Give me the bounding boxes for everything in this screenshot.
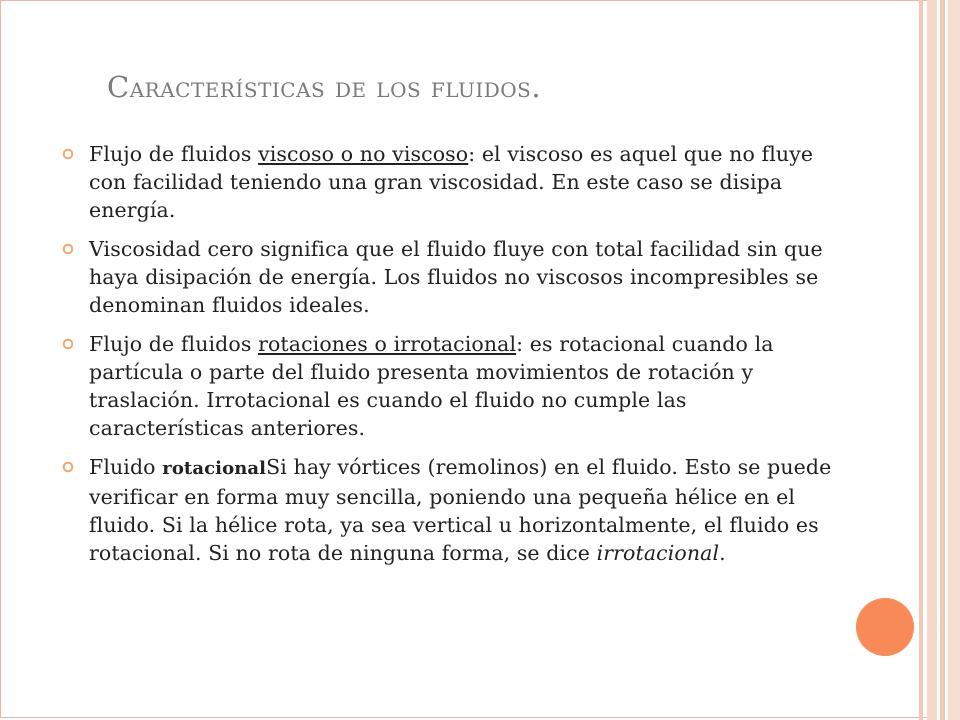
list-item <box>62 330 842 442</box>
decorative-stripe <box>940 0 945 720</box>
decorative-stripe <box>927 0 937 720</box>
underlined-term: viscoso o no viscoso <box>258 142 469 166</box>
bullet-ring-icon <box>62 148 74 160</box>
decorative-stripe <box>919 0 923 720</box>
bullet-text: Viscosidad cero significa que el fluido fluye con total facilidad sin que haya disipación de energía. Los fluidos no viscosos incompresibles se denominan fluidos ideales. <box>89 237 823 317</box>
list-item <box>62 235 842 319</box>
bullet-text: : es rotacional cuando la partícula o parte del fluido presenta movimientos de rotación y traslación. Irrotacional es cuando el fluido no cumple las características anteriores. <box>89 332 774 440</box>
bullet-ring-icon <box>62 461 74 473</box>
list-item <box>62 453 842 567</box>
bullet-list <box>62 140 842 578</box>
bold-term: rotacional <box>162 458 267 479</box>
bullet-text: Flujo de fluidos <box>89 332 259 356</box>
list-item <box>62 140 842 224</box>
bullet-text: Si hay vórtices (remolinos) en el fluido. Esto se puede verificar en forma muy sencilla, poniendo una pequeña hélice en el fluido. Si la hélice rota, ya sea vertical u horizontalmente, el fluido es rotacional. Si no rota de ninguna forma, se dice <box>89 455 832 565</box>
bullet-text: : el viscoso es aquel que no fluye con facilidad teniendo una gran viscosidad. En este caso se disipa energía. <box>89 142 814 222</box>
bullet-text: Flujo de fluidos <box>89 142 259 166</box>
decorative-circle <box>856 598 914 656</box>
italic-term: irrotacional <box>596 541 720 565</box>
bullet-text: Fluido <box>89 455 163 479</box>
bullet-text: . <box>719 541 726 565</box>
bullet-ring-icon <box>62 338 74 350</box>
slide-title: Características de los fluidos. <box>107 70 542 104</box>
underlined-term: rotaciones o irrotacional <box>258 332 517 356</box>
bullet-ring-icon <box>62 243 74 255</box>
decorative-stripe <box>948 0 960 720</box>
